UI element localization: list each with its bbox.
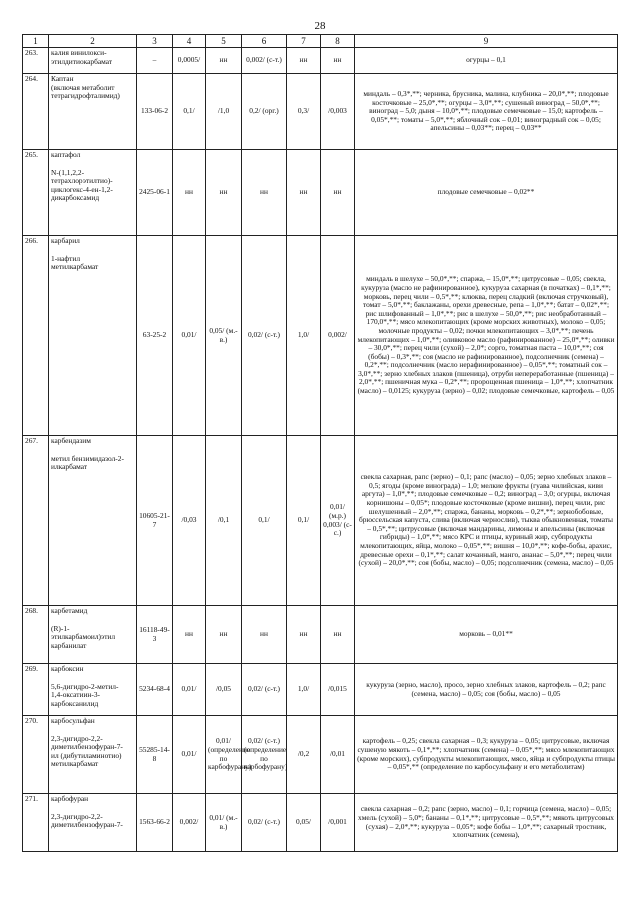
table-row <box>23 794 618 852</box>
value-col-8: /0,003 <box>321 74 355 150</box>
value-col-5: 0,01/ (определение по карбофурану) <box>206 716 242 794</box>
table-row <box>23 236 618 436</box>
value-col-6: нн <box>242 606 287 664</box>
substance-name-line: ил (дибутиламинотио) <box>51 750 122 760</box>
value-col-4: /0,03 <box>173 436 206 606</box>
value-col-6: 0,02/ (с-т.) <box>242 794 287 852</box>
residue-limits: миндаль – 0,3*,**; черника, брусника, малина, клубника – 20,0*,**; плодовые косточковые – 25,0*,**; огурцы – 3,0*,**; сушеный виноград – 50,0*,**; виноград – 5,0; дыня – 10,0*,**; плодовые семечковые – 15,0; картофель – 0,05*,**; томаты – 5,0*,**; яблочный сок – 0,01; виноградный сок – 0,05; апельсины – 0,03**; перец – 0,03** <box>355 74 618 150</box>
value-col-7: 0,05/ <box>287 794 321 852</box>
substance-name <box>49 664 137 716</box>
value-col-4: нн <box>173 150 206 236</box>
value-col-4: 0,002/ <box>173 794 206 852</box>
page-number: 28 <box>314 20 326 32</box>
table-row <box>23 150 618 236</box>
row-number: 264. <box>23 74 49 150</box>
substance-name-line: диметилбензофуран-7- <box>51 820 123 830</box>
value-col-6: нн <box>242 150 287 236</box>
row-number: 263. <box>23 48 49 74</box>
row-number: 268. <box>23 606 49 664</box>
substance-name-line: 5,6-дигидро-2-метил- <box>51 681 119 691</box>
value-col-5: нн <box>206 48 242 74</box>
value-col-8: нн <box>321 150 355 236</box>
value-col-6: 0,002/ (с-т.) <box>242 48 287 74</box>
cas-number: 133-06-2 <box>137 74 173 150</box>
table-row <box>23 74 618 150</box>
substance-name-line: карбендазим <box>51 436 91 445</box>
substance-name <box>49 794 137 852</box>
row-number: 267. <box>23 436 49 606</box>
pesticide-table <box>22 34 618 852</box>
value-col-6: 0,1/ <box>242 436 287 606</box>
substance-name-line: карбетамид <box>51 606 88 615</box>
column-header-5: 5 <box>206 35 242 48</box>
substance-name-line: карбоксин <box>51 664 84 673</box>
substance-name <box>49 48 137 74</box>
substance-name-line: Каптан <box>51 74 74 83</box>
column-header-8: 8 <box>321 35 355 48</box>
table-row <box>23 606 618 664</box>
value-col-4: 0,01/ <box>173 236 206 436</box>
substance-name-line: тетрахлорэтилтио)- <box>51 176 113 186</box>
cas-number: 16118-49-3 <box>137 606 173 664</box>
substance-name-line: карбанилат <box>51 640 87 650</box>
table-row <box>23 48 618 74</box>
substance-name-line: N-(1,1,2,2- <box>51 167 85 177</box>
row-number: 271. <box>23 794 49 852</box>
substance-name-line: тетрагидрофталимид) <box>51 91 120 101</box>
row-number: 269. <box>23 664 49 716</box>
value-col-4: 0,0005/ <box>173 48 206 74</box>
column-header-3: 3 <box>137 35 173 48</box>
substance-name-line: 1-нафтил <box>51 253 81 263</box>
value-col-8: /0,015 <box>321 664 355 716</box>
value-col-7: /0,2 <box>287 716 321 794</box>
header-row <box>23 35 618 48</box>
value-col-7: 1,0/ <box>287 664 321 716</box>
substance-name-line: метилкарбамат <box>51 262 99 272</box>
substance-name <box>49 606 137 664</box>
value-col-4: 0,01/ <box>173 716 206 794</box>
substance-name-line: илкарбамат <box>51 462 88 472</box>
substance-name <box>49 150 137 236</box>
row-number: 266. <box>23 236 49 436</box>
column-header-6: 6 <box>242 35 287 48</box>
table-row <box>23 716 618 794</box>
cas-number: 63-25-2 <box>137 236 173 436</box>
residue-limits: плодовые семечковые – 0,02** <box>355 150 618 236</box>
substance-name <box>49 236 137 436</box>
value-col-8: 0,002/ <box>321 236 355 436</box>
substance-name-line: 2,3-дигидро-2,2- <box>51 733 103 743</box>
value-col-7: 1,0/ <box>287 236 321 436</box>
residue-limits: морковь – 0,01** <box>355 606 618 664</box>
residue-limits: огурцы – 0,1 <box>355 48 618 74</box>
value-col-7: 0,3/ <box>287 74 321 150</box>
value-col-6: 0,02/ (с-т.) <box>242 236 287 436</box>
value-col-6: 0,02/ (с-т.) (определение по карбофурану) <box>242 716 287 794</box>
residue-limits: миндаль в шелухе – 50,0*,**; спаржа, – 15,0*,**; цитрусовые – 0,05; свекла, кукуруза (масло не рафинированное), кукуруза сахарная (в початках) – 0,1*,**; морковь, перец чили – 0,5*,**; клюква, перец сладкий (включая стручковый), томат – 5,0*,**; баклажаны, орехи древесные, репа – 1,0*,**; батат – 0,02*,**; рис шлифованный – 1,0*,**; рис в шелухе – 50,0*,**; рис необработанный – 170,0*,**; мясо млекопитающих (кроме морских животных), молоко – 0,05; молочные продукты – 0,02; почки млекопитающих – 3,0*,**; печень млекопитающих – 1,0*,**; оливковое масло (рафинированное) – 25,0*,**; оливки – 30,0*,**; перец чили (сухой) – 2,0*; сорго, томатная паста – 10,0*,**; соя (бобы) – 0,3*,**; соя (масло не рафинированное), подсолнечник (семена) – 0,2*,**; подсолнечник (масло нерафинированное) – 0,05*,**; томатный сок – 3,0*,**; зерно хлебных злаков (пшеница), отруби непереработанные (пшеница) – 2,0*,**; пшеничная мука – 0,2*,**; пророщенная пшеница – 1,0*,**; хлопчатник (масло) – 0,0125; кукуруза (зерно) – 0,02; плодовые семечковые, картофель – 0,05 <box>355 236 618 436</box>
value-col-5: /1,0 <box>206 74 242 150</box>
substance-name-line: этилдитиокарбамат <box>51 56 113 66</box>
value-col-5: /0,05 <box>206 664 242 716</box>
substance-name-line: карбоксанилид <box>51 698 99 708</box>
cas-number: – <box>137 48 173 74</box>
column-header-1: 1 <box>23 35 49 48</box>
value-col-4: 0,01/ <box>173 664 206 716</box>
value-col-5: /0,1 <box>206 436 242 606</box>
substance-name-line: карбофуран <box>51 794 89 803</box>
row-number: 270. <box>23 716 49 794</box>
substance-name-line: калия винилокси- <box>51 48 107 57</box>
table-row <box>23 664 618 716</box>
residue-limits: свекла сахарная – 0,2; рапс (зерно, масло) – 0,1; горчица (семена, масло) – 0,05; хмель (сухой) – 5,0*; бананы – 0,1*,**; цитрусовые – 0,5*,**; мякоть цитрусовых (сухая) – 2,0*,**; кукуруза – 0,05*; кофе бобы – 1,0*,**; сахарный тростник, хлопчатник (семена), <box>355 794 618 852</box>
substance-name-line: 2,3-дигидро-2,2- <box>51 811 103 821</box>
value-col-8: нн <box>321 606 355 664</box>
substance-name-line: каптафол <box>51 150 81 159</box>
value-col-6: 0,2/ (орг.) <box>242 74 287 150</box>
value-col-8: 0,01/ (м.р.) 0,003/ (с-с.) <box>321 436 355 606</box>
value-col-4: 0,1/ <box>173 74 206 150</box>
substance-name-line: (включая метаболит <box>51 82 115 92</box>
cas-number: 10605-21-7 <box>137 436 173 606</box>
substance-name-line: дикарбоксамид <box>51 193 100 203</box>
substance-name-line: (R)-1- <box>51 623 70 633</box>
substance-name-line: циклогекс-4-ен-1,2- <box>51 184 113 194</box>
table-row <box>23 436 618 606</box>
cas-number: 55285-14-8 <box>137 716 173 794</box>
residue-limits: свекла сахарная, рапс (зерно) – 0,1; рапс (масло) – 0,05; зерно хлебных злаков – 0,5; ягоды (кроме винограда) – 1,0; мелкие фрукты (гуава чилийская, киви аргута) – 1,0*,**; плодовые семечковые – 0,2; виноград – 3,0; огурцы, включая корнишоны – 0,05*; плодовые косточковые (кроме вишни), перец чили, рис шелушенный – 2,0*,**; спаржа, бананы, морковь – 0,2*,**; зернобобовые, брюссельская капуста, слива (включая чернослив), тыква обыкновенная, томаты – 0,5*,**; цитрусовые (включая мандарины, лимоны и апельсины (включая гибриды) – 1,0*,**; мясо КРС и птицы, куриный жир, субпродукты млекопитающих, яйца, молоко – 0,05*,**; вишня – 10,0*,**; кофе-бобы, арахис, древесные орехи – 0,1*,**; салат кочанный, манго, ананас – 5,0*,**; перец чили (сухой) – 20,0*,**; соя (бобы, масло) – 0,05; подсолнечник (семена, масло) – 0,05 <box>355 436 618 606</box>
value-col-5: 0,05/ (м.-в.) <box>206 236 242 436</box>
value-col-8: нн <box>321 48 355 74</box>
value-col-7: нн <box>287 150 321 236</box>
value-col-6: 0,02/ (с-т.) <box>242 664 287 716</box>
substance-name-line: диметилбензофуран-7- <box>51 742 123 752</box>
value-col-8: /0,001 <box>321 794 355 852</box>
residue-limits: кукуруза (зерно, масло), просо, зерно хлебных злаков, картофель – 0,2; рапс (семена, масло) – 0,05; соя (бобы, масло) – 0,05 <box>355 664 618 716</box>
substance-name-line: метилкарбамат <box>51 759 99 769</box>
substance-name-line: 1,4-оксатиин-3- <box>51 690 100 700</box>
value-col-5: 0,01/ (м.-в.) <box>206 794 242 852</box>
cas-number: 1563-66-2 <box>137 794 173 852</box>
value-col-5: нн <box>206 606 242 664</box>
substance-name-line: метил бензимидазол-2- <box>51 453 124 463</box>
substance-name-line: карбарил <box>51 236 80 245</box>
substance-name <box>49 74 137 150</box>
column-header-9: 9 <box>355 35 618 48</box>
column-header-7: 7 <box>287 35 321 48</box>
residue-limits: картофель – 0,25; свекла сахарная – 0,3; кукуруза – 0,05; цитрусовые, включая сушеную мякоть – 0,1*,**; хлопчатник (семена) – 0,05*,**; мясо млекопитающих (кроме морских), субпродукты млекопитающих, мясо, яйца и субпродукты птицы – 0,05*,** (определение по карбосульфану и его метаболитам) <box>355 716 618 794</box>
value-col-5: нн <box>206 150 242 236</box>
substance-name <box>49 716 137 794</box>
value-col-7: нн <box>287 606 321 664</box>
substance-name-line: этилкарбамоил)этил <box>51 632 116 642</box>
column-header-4: 4 <box>173 35 206 48</box>
column-header-2: 2 <box>49 35 137 48</box>
cas-number: 5234-68-4 <box>137 664 173 716</box>
substance-name <box>49 436 137 606</box>
row-number: 265. <box>23 150 49 236</box>
value-col-7: нн <box>287 48 321 74</box>
value-col-7: 0,1/ <box>287 436 321 606</box>
value-col-8: /0,01 <box>321 716 355 794</box>
substance-name-line: карбосульфан <box>51 716 95 725</box>
cas-number: 2425-06-1 <box>137 150 173 236</box>
value-col-4: нн <box>173 606 206 664</box>
